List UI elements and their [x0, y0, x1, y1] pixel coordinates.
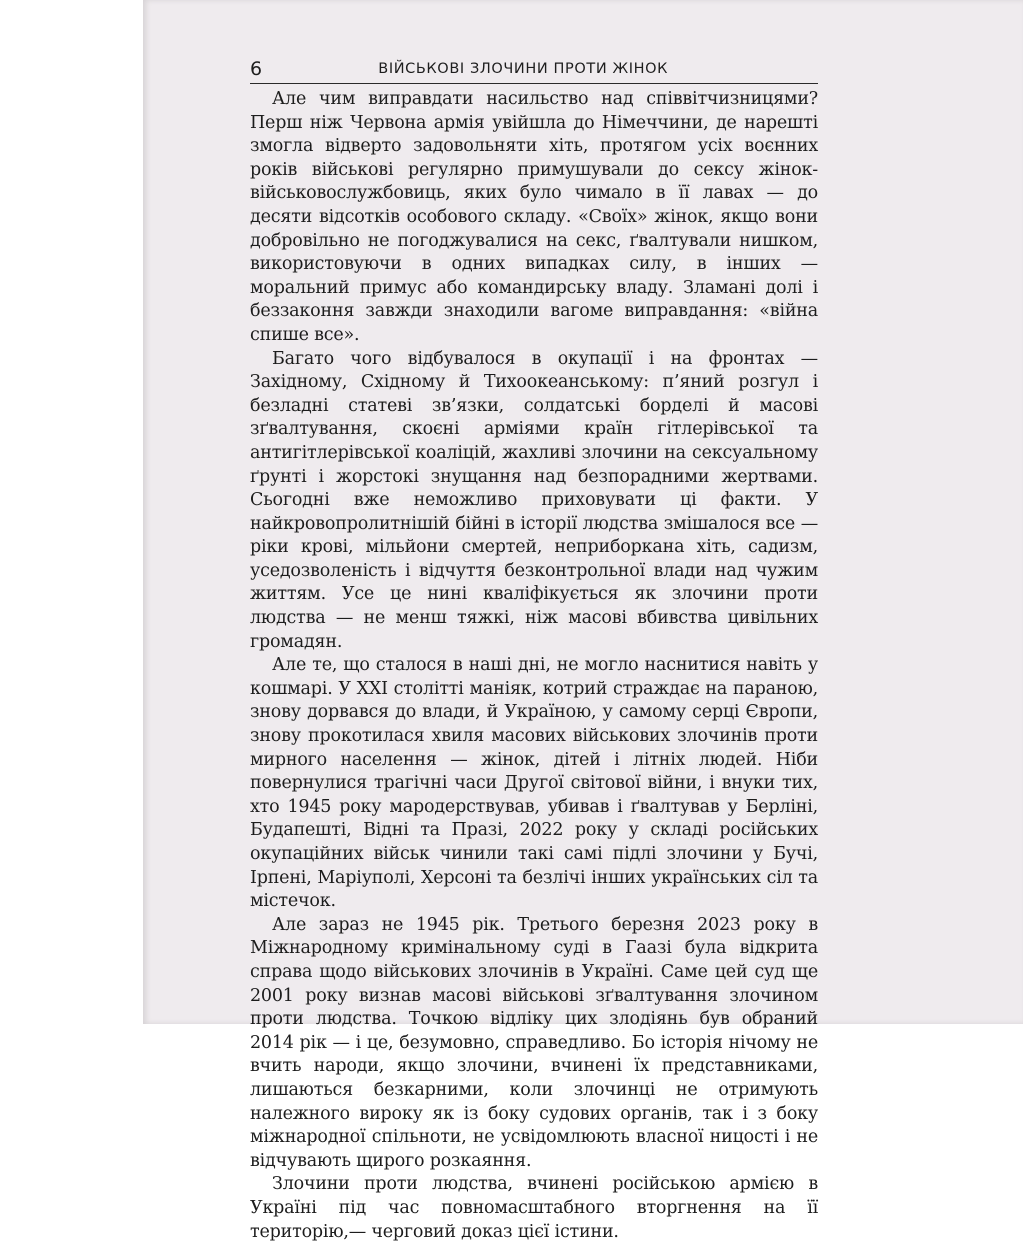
paragraph-3: Але те, що сталося в наші дні, не могло наснитися навіть у кошмарі. У XXI столітті маніяк, котрий страждає на параною, знову дорвався до влади, й Україною, у самому серці Європи, знову прокотилася хвиля масових військових злочинів проти мирного населення — жінок, дітей і літніх людей. Ніби повернулися трагічні часи Другої світової війни, і внуки тих, хто 1945 року мародерствував, убивав і ґвалтував у Берліні, Будапешті, Відні та Празі, 2022 року у складі російських окупаційних військ чинили такі самі підлі злочини у Бучі, Ірпені, Маріуполі, Херсоні та безлічі інших українських сіл та містечок. [250, 655, 818, 912]
page-header [250, 57, 818, 84]
paragraph-4: Але зараз не 1945 рік. Третього березня 2023 року в Міжнародному кримінальному суді в Гаазі була відкрита справа щодо військових злочинів в Україні. Саме цей суд ще 2001 року визнав масові військові зґвалтування злочином проти людства. Точкою відліку цих злодіянь був обраний 2014 рік — і це, безумовно, справедливо. Бо історія нічому не вчить народи, якщо злочини, вчинені їх представниками, лишаються безкарними, коли злочинці не отримують належного вироку як із боку судових органів, так і з боку міжнародної спільноти, не усвідомлюють власної ницості і не відчувають щирого розкаяння. [250, 914, 818, 1171]
paragraph-2: Багато чого відбувалося в окупації і на фронтах — Західному, Східному й Тихоокеанському: п’яний розгул і безладні статеві зв’язки, солдатські борделі й масові зґвалтування, скоєні арміями країн гітлерівської та антигітлерівської коаліцій, жахливі злочини на сексуальному ґрунті і жорстокі знущання над безпорадними жертвами. Сьогодні вже неможливо приховувати ці факти. У найкровопролитнішій бійні в історії людства змішалося все — ріки крові, мільйони смертей, неприборкана хіть, садизм, уседозволеність і відчуття безконтрольної влади над чужим життям. Усе це нині кваліфікується як злочини проти людства — не менш тяжкі, ніж масові вбивства цивільних громадян. [250, 348, 818, 652]
running-title: ВІЙСЬКОВІ ЗЛОЧИНИ ПРОТИ ЖІНОК [378, 61, 668, 77]
body-text [250, 88, 818, 1244]
paragraph-5: Злочини проти людства, вчинені російською армією в Україні під час повномасштабного вторгнення на її територію,— черговий доказ цієї істини. [250, 1174, 818, 1242]
page-number: 6 [250, 58, 263, 80]
paragraph-1: Але чим виправдати насильство над співвітчизницями? Перш ніж Червона армія увійшла до Німеччини, де нарешті змогла відверто задовольняти хіть, протягом усіх воєнних років військові регулярно примушували до сексу жінок-військовослужбовиць, яких було чимало в її лавах — до десяти відсотків особового складу. «Своїх» жінок, якщо вони добровільно не погоджувалися на секс, ґвалтували нишком, використовуючи в одних випадках силу, в інших — моральний примус або командирську владу. Зламані долі і беззаконня завжди знаходили вагоме виправдання: «війна спише все». [250, 89, 818, 345]
